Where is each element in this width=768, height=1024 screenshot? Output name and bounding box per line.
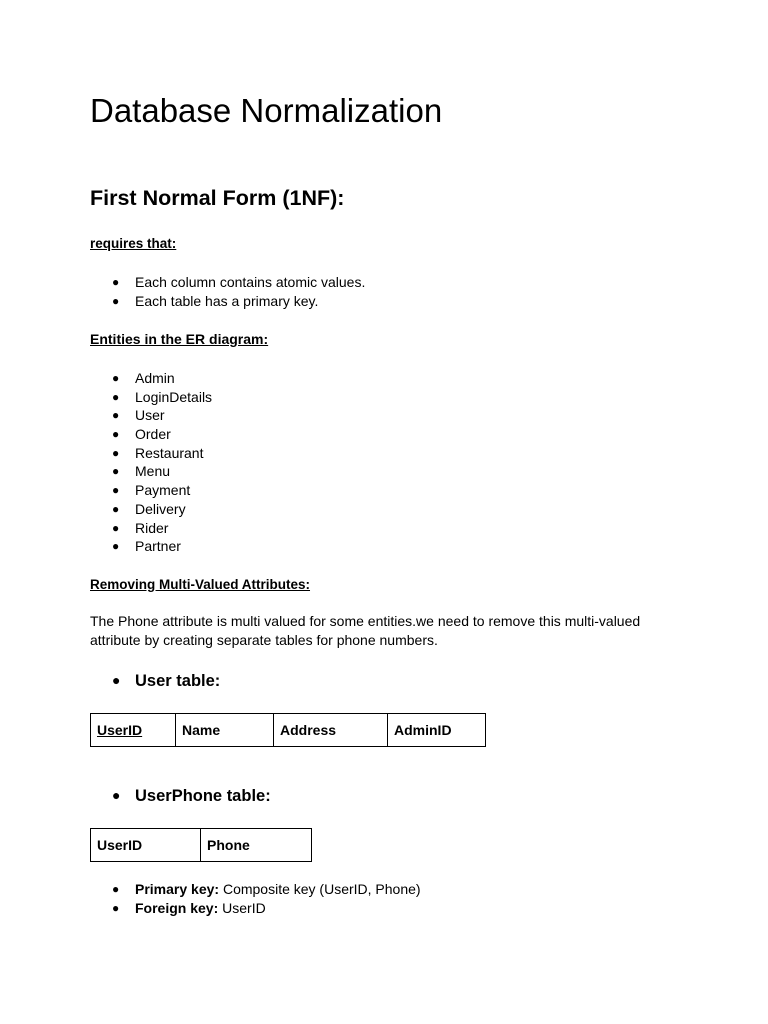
bullet-icon: ● (112, 464, 120, 479)
list-item: ● Restaurant (112, 444, 204, 461)
list-item: ● Payment (112, 482, 191, 499)
list-item (90, 899, 421, 918)
table-cell: Name (176, 714, 274, 747)
bullet-icon: ● (112, 371, 120, 385)
table-cell: Address (274, 714, 388, 747)
bullet-icon: ● (112, 539, 120, 554)
requirements-list (90, 273, 365, 310)
userphone-table (90, 828, 312, 862)
table-row (91, 829, 312, 862)
list-item: ● Menu (112, 463, 171, 480)
bullet-icon: ● (112, 408, 120, 423)
bullet-icon: ● (112, 483, 120, 498)
bullet-icon: ● (112, 672, 121, 688)
bullet-icon: ● (112, 520, 120, 535)
user-table (90, 713, 486, 747)
entities-list (90, 369, 212, 556)
table-cell: Phone (201, 829, 312, 862)
keys-list (90, 880, 421, 917)
table-cell: UserID (91, 829, 201, 862)
list-item: ● Admin (112, 370, 175, 386)
userphone-table-heading: ● UserPhone table: (112, 787, 271, 805)
bullet-icon: ● (112, 389, 120, 404)
multi-valued-label: Removing Multi-Valued Attributes: (90, 577, 311, 592)
bullet-icon: ● (112, 445, 120, 460)
bullet-icon: ● (112, 275, 120, 289)
primary-key-value: Composite key (UserID, Phone) (219, 881, 421, 897)
list-item: ● Rider (112, 519, 169, 536)
document-title: Database Normalization (90, 92, 443, 129)
table-cell: UserID (91, 714, 176, 747)
bullet-icon: ● (112, 900, 120, 915)
list-item: ● LoginDetails (112, 388, 213, 405)
list-item (90, 880, 421, 899)
multi-valued-paragraph: The Phone attribute is multi valued for some entities.we need to remove this multi-valued attribute by creating separate tables for phone numbers. (90, 613, 641, 648)
bullet-icon: ● (112, 501, 120, 516)
bullet-icon: ● (112, 427, 120, 442)
list-item: ● User (112, 407, 165, 424)
foreign-key-label: Foreign key: (135, 899, 219, 916)
list-item: ● Each column contains atomic values. (112, 274, 366, 290)
bullet-icon: ● (112, 787, 121, 803)
table-cell: AdminID (388, 714, 486, 747)
primary-key-label: Primary key: (135, 881, 220, 897)
bullet-icon: ● (112, 293, 120, 308)
entities-label: Entities in the ER diagram: (90, 331, 269, 347)
bullet-icon: ● (112, 882, 120, 896)
list-item: ● Order (112, 426, 171, 443)
section-heading-1nf: First Normal Form (1NF): (90, 186, 345, 210)
user-table-heading: ● User table: (112, 672, 221, 690)
list-item: ● Partner (112, 538, 181, 555)
list-item: ● Delivery (112, 500, 186, 517)
table-row (91, 714, 486, 747)
requires-label: requires that: (90, 236, 177, 251)
foreign-key-value: UserID (218, 899, 266, 916)
list-item: ● Each table has a primary key. (112, 292, 319, 309)
